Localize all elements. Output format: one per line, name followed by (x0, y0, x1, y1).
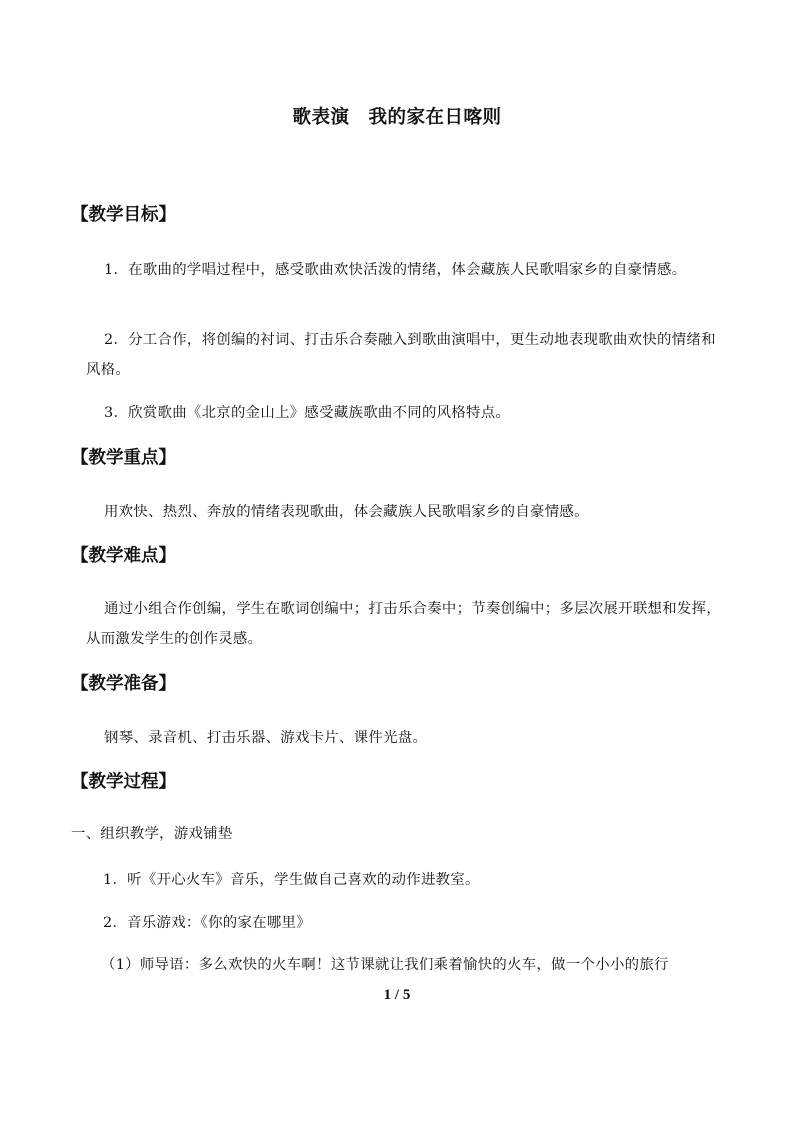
page-number: 1 / 5 (383, 987, 411, 1003)
section-heading-preparation: 【教学准备】 (71, 674, 176, 694)
section-heading-key-points: 【教学重点】 (71, 448, 176, 468)
process-line-3: （1）师导语：多么欢快的火车啊！这节课就让我们乘着愉快的火车，做一个小小的旅行 (101, 957, 669, 973)
document-title: 歌表演 我的家在日喀则 (292, 107, 502, 128)
section-heading-process: 【教学过程】 (71, 772, 176, 792)
key-points-paragraph: 用欢快、热烈、奔放的情绪表现歌曲，体会藏族人民歌唱家乡的自豪情感。 (104, 504, 589, 520)
process-step-heading: 一、组织教学，游戏铺垫 (71, 826, 233, 842)
preparation-paragraph: 钢琴、录音机、打击乐器、游戏卡片、课件光盘。 (104, 730, 428, 746)
section-heading-difficulties: 【教学难点】 (71, 546, 176, 566)
goal-paragraph-1: 1．在歌曲的学唱过程中，感受歌曲欢快活泼的情绪，体会藏族人民歌唱家乡的自豪情感。 (104, 262, 687, 278)
process-line-1: 1．听《开心火车》音乐，学生做自己喜欢的动作进教室。 (103, 872, 480, 888)
section-heading-teaching-goals: 【教学目标】 (71, 205, 176, 225)
goal-paragraph-3: 3．欣赏歌曲《北京的金山上》感受藏族歌曲不同的风格特点。 (104, 405, 511, 421)
difficulties-paragraph: 通过小组合作创编，学生在歌词创编中；打击乐合奏中；节奏创编中；多层次展开联想和发挥，从而激发学生的创作灵感。 (86, 601, 722, 647)
process-line-2: 2．音乐游戏：《你的家在哪里》 (103, 915, 311, 931)
goal-paragraph-2: 2．分工合作，将创编的衬词、打击乐合奏融入到歌曲演唱中，更生动地表现歌曲欢快的情绪和风格。 (86, 332, 716, 378)
